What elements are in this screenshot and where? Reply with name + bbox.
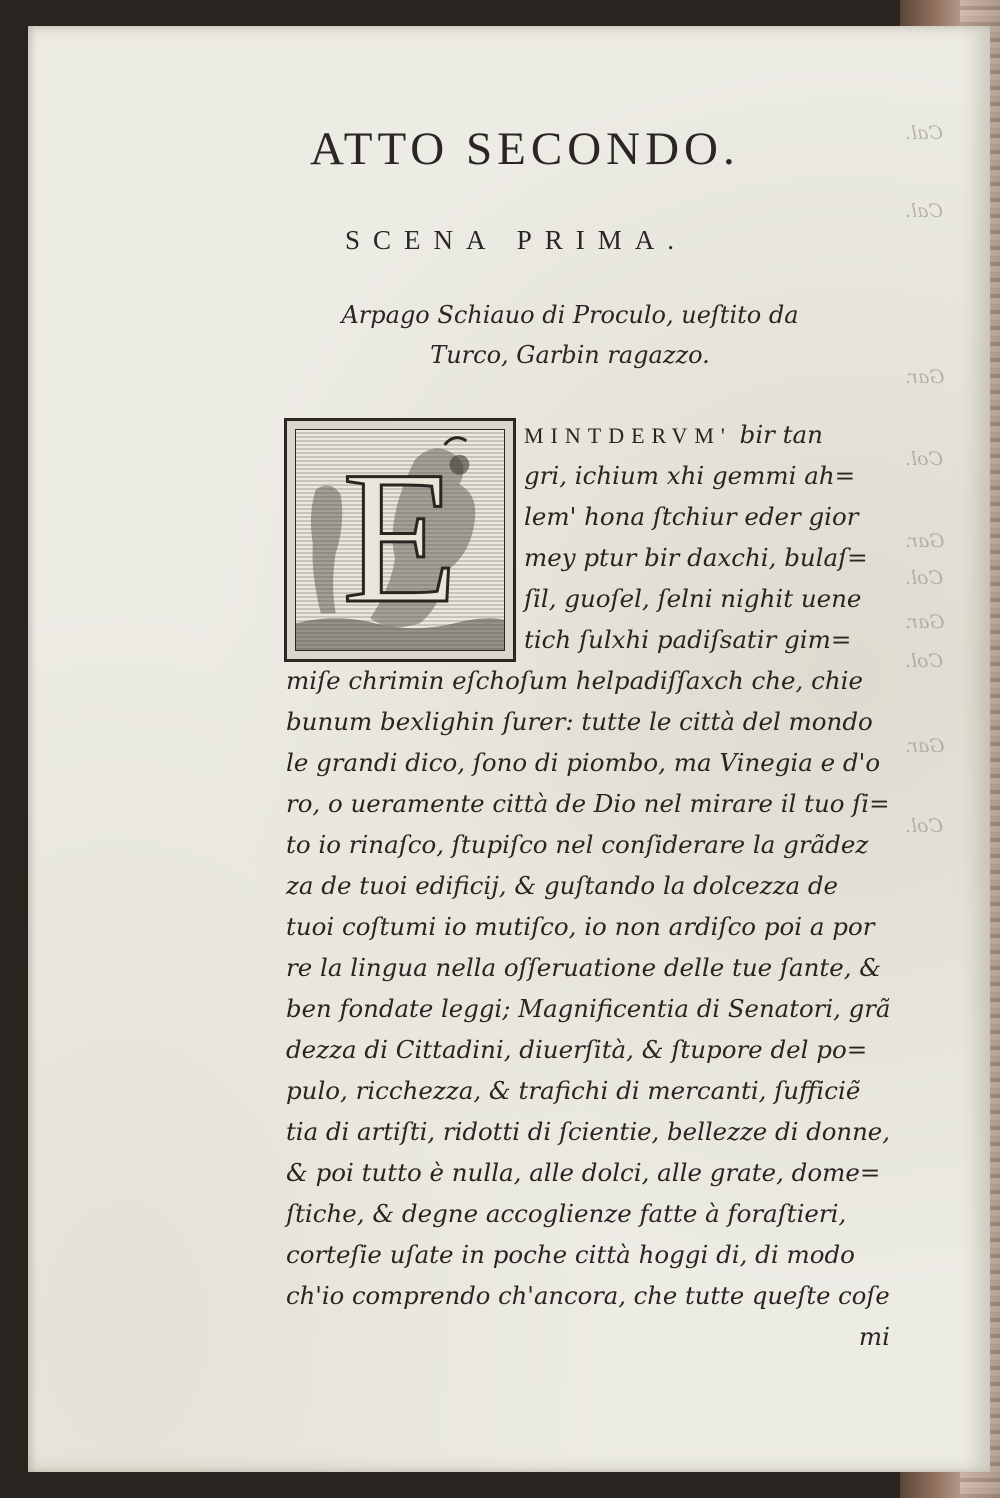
text-line: ro, o ueramente città de Dio nel mirare il tuo ſi= [286,789,890,818]
bleed-through-text: Gar. [905,366,945,388]
text-line: bunum bexlighin ſurer: tutte le città del mondo [286,707,873,736]
opening-small-caps: MINTDERVM' [524,423,732,448]
text-line: za de tuoi edificij, & guſtando la dolcezza de [286,871,839,900]
bleed-through-text: Col. [905,815,944,837]
text-line: le grandi dico, ſono di piombo, ma Vinegia e d'o [286,748,881,777]
text-line: ben fondate leggi; Magnificentia di Senatori, grã [286,994,891,1023]
character-list [250,295,890,375]
text-line: mey ptur bir daxchi, bulaſ= [524,543,868,572]
character-line: Arpago Schiauo di Proculo, ueſtito da [341,301,799,329]
text-line [524,420,890,449]
bleed-through-text: Cal. [905,122,943,144]
bleed-through-text: Col. [905,448,944,470]
character-line: Turco, Garbin ragazzo. [430,341,710,369]
text-line: gri, ichium xhi gemmi ah= [524,461,856,490]
bleed-through-text: Gar. [905,735,945,757]
text-line: ſtiche, & degne accoglienze fatte à foraſtieri, [286,1199,847,1228]
text-line: ſil, guoſel, ſelni nighit uene [524,584,862,613]
act-title: ATTO SECONDO. [310,123,740,175]
text-line: tuoi coſtumi io mutiſco, io non ardiſco poi a por [286,912,875,941]
text-line: & poi tutto è nulla, alle dolci, alle grate, dome= [286,1158,881,1187]
text-line: lem' hona ſtchiur eder gior [524,502,859,531]
catchword: mi [858,1322,890,1351]
bleed-through-text: Col. [905,567,944,589]
text-line: dezza di Cittadini, diuerſità, & ſtupore del po= [286,1035,868,1064]
text-line: to io rinaſco, ſtupiſco nel conſiderare la grãdez [286,830,869,859]
text-line: tich ſulxhi padiſsatir gim= [524,625,852,654]
text-line: re la lingua nella oſſeruatione delle tue ſante, & [286,953,882,982]
text-line: pulo, ricchezza, & trafichi di mercanti, ſufficiẽ [286,1076,861,1105]
opening-text: bir tan [731,420,823,449]
bleed-through-text: Gar. [905,611,945,633]
bleed-through-text: Col. [905,650,944,672]
bleed-through-text: Cal. [905,200,943,222]
initial-letter: E [341,433,459,643]
text-line: tia di artiſti, ridotti di ſcientie, bellezze di donne, [286,1117,890,1146]
bleed-through-text: Gar. [905,530,945,552]
decorated-initial [284,418,516,662]
text-line: miſe chrimin eſchoſum helpadiſſaxch che, chie [286,666,863,695]
text-line: corteſie uſate in poche città hoggi di, di modo [286,1240,855,1269]
scene-title: SCENA PRIMA. [345,225,688,255]
text-line: ch'io comprendo ch'ancora, che tutte queſte coſe [286,1281,890,1310]
